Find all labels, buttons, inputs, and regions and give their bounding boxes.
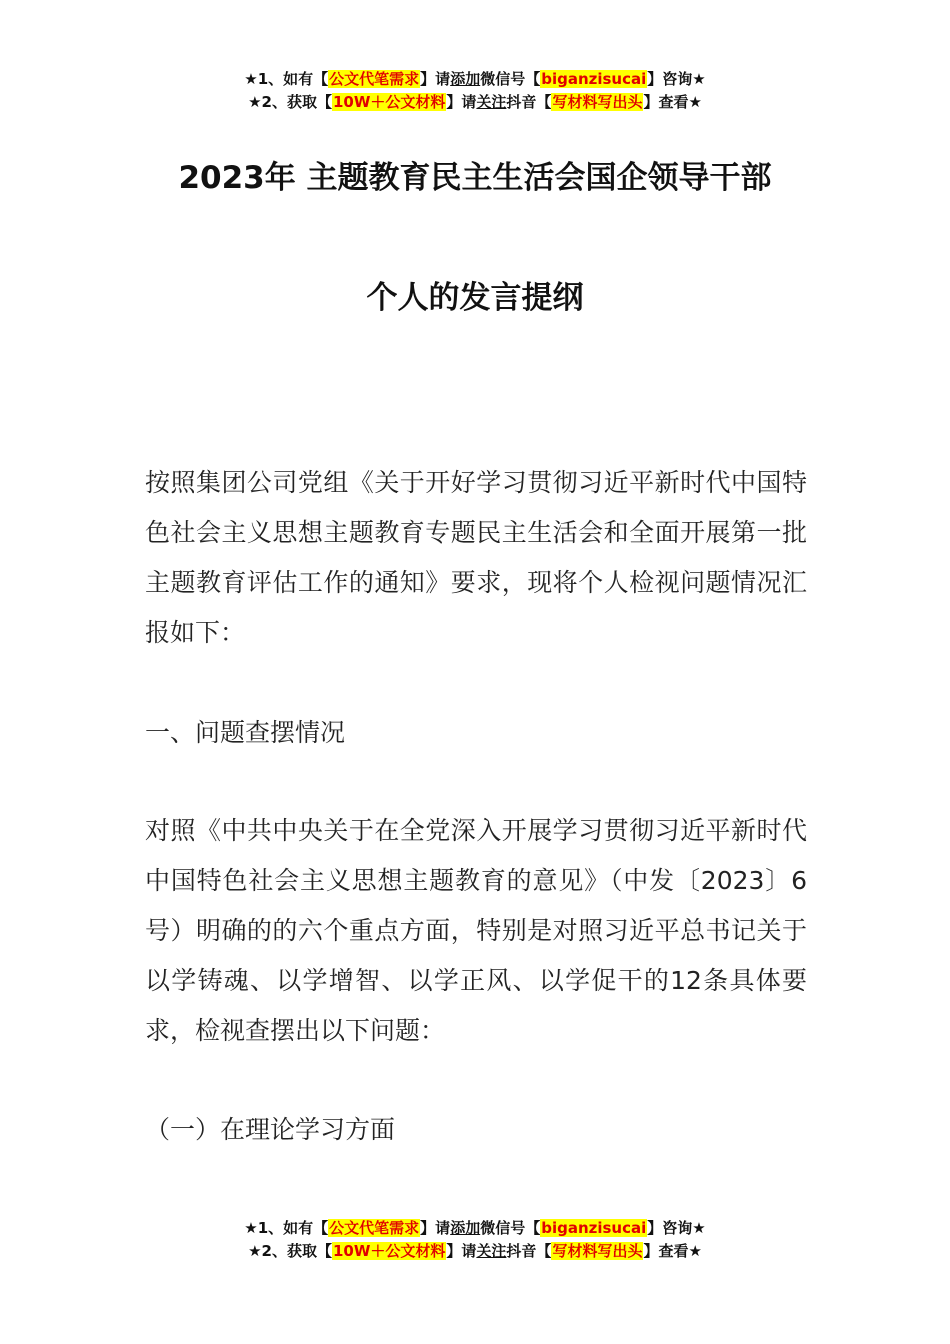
banner-underline: 添加 <box>450 1219 481 1237</box>
banner-text: ★2、获取【 <box>248 93 332 111</box>
footer-line-1 <box>0 1217 950 1240</box>
banner-text: 】请 <box>420 70 451 88</box>
banner-text: 抖音【 <box>506 93 552 111</box>
banner-text: 】咨询★ <box>647 1219 706 1237</box>
banner-text: 】请 <box>446 1242 477 1260</box>
body-paragraph: 对照《中共中央关于在全党深入开展学习贯彻习近平新时代中国特色社会主义思想主题教育的意见》（中发〔2023〕6号）明确的的六个重点方面，特别是对照习近平总书记关于以学铸魂、以学增智、以学正风、以学促干的12条具体要求，检视查摆出以下问题： <box>145 816 807 1045</box>
banner-highlight: biganzisucai <box>541 70 647 88</box>
banner-underline: 关注 <box>476 93 507 111</box>
section-heading-1: 一、问题查摆情况 <box>145 718 346 747</box>
banner-underline: 关注 <box>476 1242 507 1260</box>
banner-highlight: 公文代笔需求 <box>329 70 420 88</box>
banner-highlight: 10W＋公文材料 <box>332 1242 446 1260</box>
banner-text: 抖音【 <box>506 1242 552 1260</box>
header-banner <box>0 68 950 114</box>
banner-text: ★1、如有【 <box>244 1219 329 1237</box>
banner-text: 】请 <box>446 93 477 111</box>
banner-text: 微信号【 <box>480 1219 541 1237</box>
banner-text: ★1、如有【 <box>244 70 329 88</box>
banner-text: 】咨询★ <box>647 70 706 88</box>
banner-text: ★2、获取【 <box>248 1242 332 1260</box>
banner-highlight: biganzisucai <box>541 1219 647 1237</box>
document-title-line-2: 个人的发言提纲 <box>366 280 584 316</box>
subsection-heading-1: （一）在理论学习方面 <box>145 1115 396 1144</box>
banner-text: 】查看★ <box>643 1242 702 1260</box>
document-title-line-1: 2023年 主题教育民主生活会国企领导干部 <box>178 160 772 196</box>
banner-line-1 <box>0 68 950 91</box>
banner-line-2 <box>0 91 950 114</box>
banner-underline: 添加 <box>450 70 481 88</box>
intro-paragraph: 按照集团公司党组《关于开好学习贯彻习近平新时代中国特色社会主义思想主题教育专题民主生活会和全面开展第一批主题教育评估工作的通知》要求，现将个人检视问题情况汇报如下： <box>145 468 807 647</box>
footer-banner <box>0 1217 950 1263</box>
banner-highlight: 公文代笔需求 <box>329 1219 420 1237</box>
footer-line-2 <box>0 1240 950 1263</box>
banner-text: 】查看★ <box>643 93 702 111</box>
banner-highlight: 写材料写出头 <box>552 1242 643 1260</box>
banner-highlight: 写材料写出头 <box>552 93 643 111</box>
banner-text: 】请 <box>420 1219 451 1237</box>
banner-highlight: 10W＋公文材料 <box>332 93 446 111</box>
banner-text: 微信号【 <box>480 70 541 88</box>
